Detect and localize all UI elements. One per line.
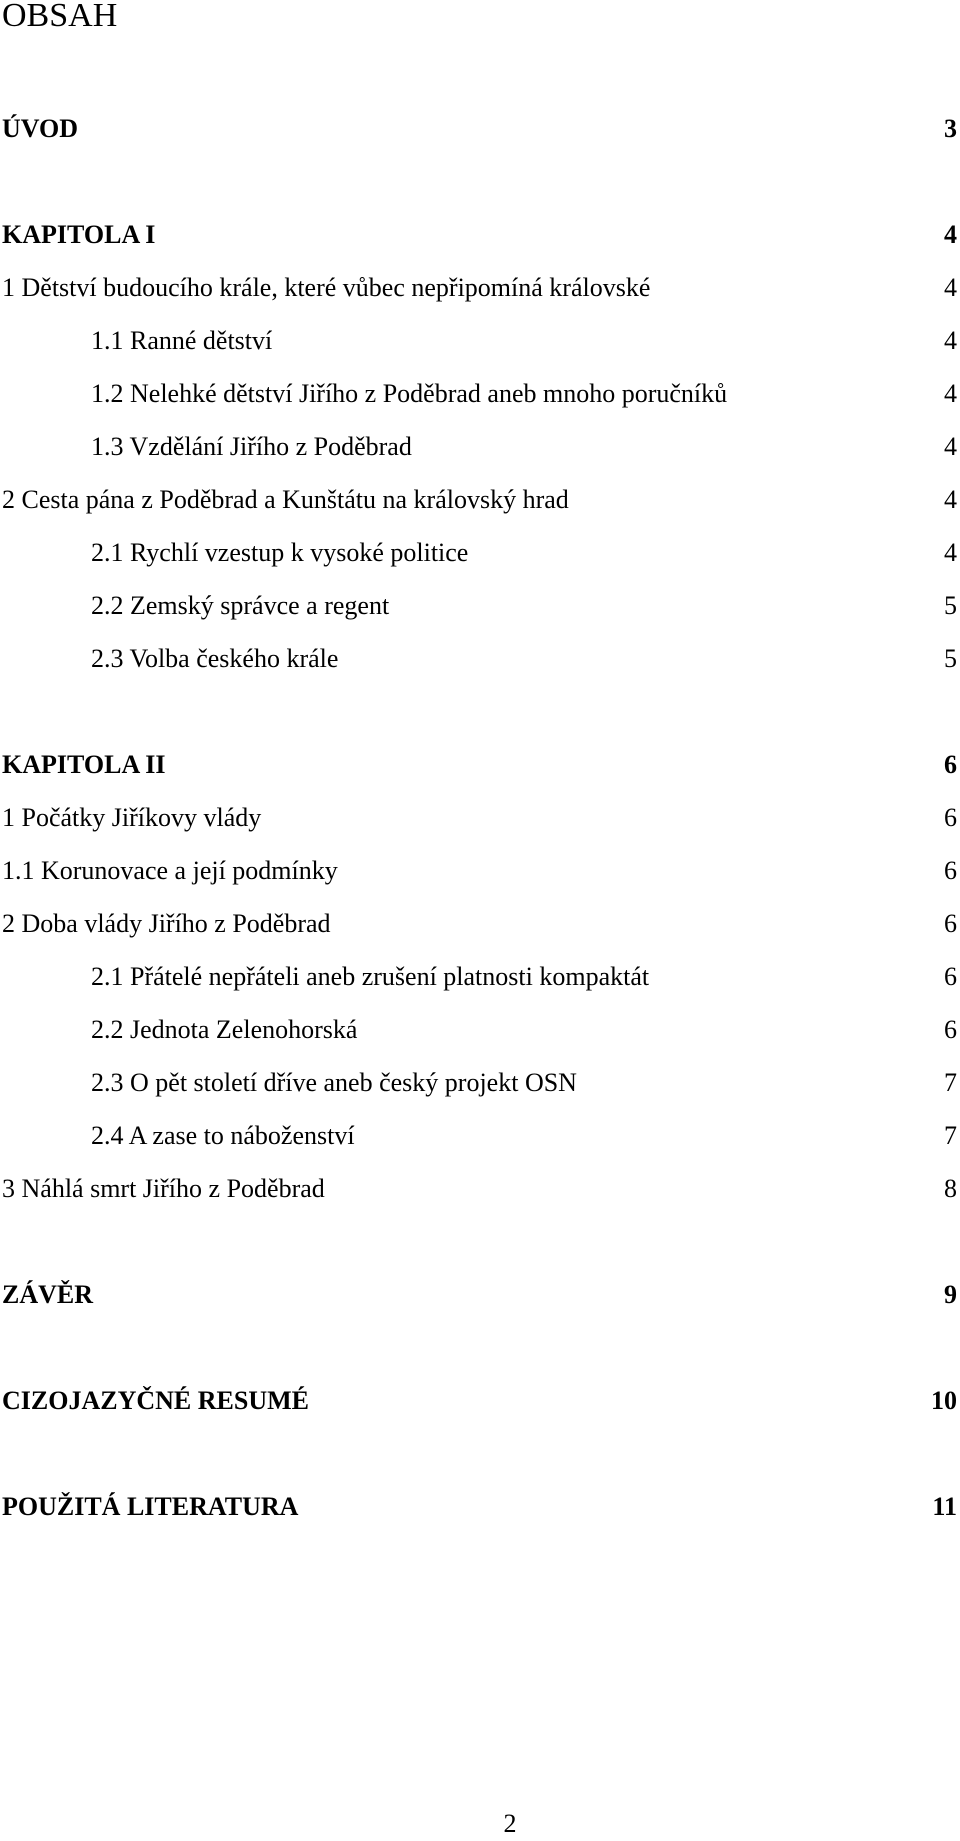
toc-entry-page: 7 xyxy=(944,1121,957,1150)
toc-entry-label: KAPITOLA I xyxy=(2,220,156,249)
toc-entry-label: KAPITOLA II xyxy=(2,750,166,779)
toc-entry-page: 4 xyxy=(944,485,957,514)
toc-entry-uvod[interactable] xyxy=(0,112,960,146)
toc-entry[interactable] xyxy=(0,483,960,517)
toc-entry-page: 4 xyxy=(944,326,957,355)
toc-entry-label: 1 Dětství budoucího krále, které vůbec nepřipomíná královské xyxy=(2,273,651,302)
toc-entry-label: 2.2 Zemský správce a regent xyxy=(91,591,390,620)
toc-entry-resume[interactable] xyxy=(0,1384,960,1418)
toc-entry[interactable] xyxy=(0,907,960,941)
toc-entry-label: CIZOJAZYČNÉ RESUMÉ xyxy=(2,1386,309,1415)
toc-entry-page: 6 xyxy=(944,909,957,938)
toc-entry-label: 2.3 O pět století dříve aneb český projekt OSN xyxy=(91,1068,577,1097)
toc-entry-zaver[interactable] xyxy=(0,1278,960,1312)
toc-entry-label: 2.4 A zase to náboženství xyxy=(91,1121,355,1150)
toc-entry[interactable] xyxy=(0,324,960,358)
toc-entry[interactable] xyxy=(0,642,960,676)
toc-entry-label: 1.1 Korunovace a její podmínky xyxy=(2,856,338,885)
toc-entry-label: POUŽITÁ LITERATURA xyxy=(2,1492,299,1521)
toc-entry-kapitola-1[interactable] xyxy=(0,218,960,252)
toc-entry-page: 3 xyxy=(944,114,957,143)
toc-entry[interactable] xyxy=(0,589,960,623)
toc-entry-label: 2.1 Přátelé nepřáteli aneb zrušení platnosti kompaktát xyxy=(91,962,650,991)
toc-entry-page: 11 xyxy=(932,1492,957,1521)
toc-entry-page: 4 xyxy=(944,538,957,567)
toc-entry[interactable] xyxy=(0,536,960,570)
toc-entry-label: 1.1 Ranné dětství xyxy=(91,326,273,355)
toc-entry-page: 4 xyxy=(944,379,957,408)
toc-entry[interactable] xyxy=(0,1119,960,1153)
toc-entry[interactable] xyxy=(0,430,960,464)
toc-entry-page: 7 xyxy=(944,1068,957,1097)
toc-entry[interactable] xyxy=(0,960,960,994)
toc-entry-label: 2.3 Volba českého krále xyxy=(91,644,339,673)
toc-entry-label: 3 Náhlá smrt Jiřího z Poděbrad xyxy=(2,1174,325,1203)
page-title: OBSAH xyxy=(2,0,118,34)
toc-entry-label: 2.2 Jednota Zelenohorská xyxy=(91,1015,358,1044)
toc-entry-label: 2 Cesta pána z Poděbrad a Kunštátu na královský hrad xyxy=(2,485,569,514)
toc-entry-page: 10 xyxy=(931,1386,957,1415)
toc-entry[interactable] xyxy=(0,377,960,411)
toc-entry[interactable] xyxy=(0,854,960,888)
toc-entry-page: 4 xyxy=(944,220,957,249)
page-number: 2 xyxy=(503,1809,517,1838)
toc-entry-label: 1 Počátky Jiříkovy vlády xyxy=(2,803,262,832)
toc-entry-page: 6 xyxy=(944,803,957,832)
toc-entry-page: 8 xyxy=(944,1174,957,1203)
toc-entry-page: 6 xyxy=(944,856,957,885)
toc-entry-page: 9 xyxy=(944,1280,957,1309)
toc-entry-kapitola-2[interactable] xyxy=(0,748,960,782)
toc-entry[interactable] xyxy=(0,1013,960,1047)
toc-entry-label: 1.3 Vzdělání Jiřího z Poděbrad xyxy=(91,432,412,461)
toc-entry-label: 2.1 Rychlí vzestup k vysoké politice xyxy=(91,538,469,567)
toc-entry-page: 6 xyxy=(944,750,957,779)
toc-entry[interactable] xyxy=(0,271,960,305)
toc-entry-page: 5 xyxy=(944,591,957,620)
toc-entry-page: 6 xyxy=(944,962,957,991)
toc-entry-page: 5 xyxy=(944,644,957,673)
toc-entry-label: ÚVOD xyxy=(2,114,79,143)
toc-entry-label: 1.2 Nelehké dětství Jiřího z Poděbrad aneb mnoho poručníků xyxy=(91,379,728,408)
toc-entry-page: 4 xyxy=(944,273,957,302)
toc-entry-literatura[interactable] xyxy=(0,1490,960,1524)
toc-entry-page: 6 xyxy=(944,1015,957,1044)
toc-entry-label: ZÁVĚR xyxy=(2,1280,94,1309)
toc-entry[interactable] xyxy=(0,801,960,835)
toc-entry-page: 4 xyxy=(944,432,957,461)
toc-entry-label: 2 Doba vlády Jiřího z Poděbrad xyxy=(2,909,331,938)
toc-entry[interactable] xyxy=(0,1172,960,1206)
toc-entry[interactable] xyxy=(0,1066,960,1100)
